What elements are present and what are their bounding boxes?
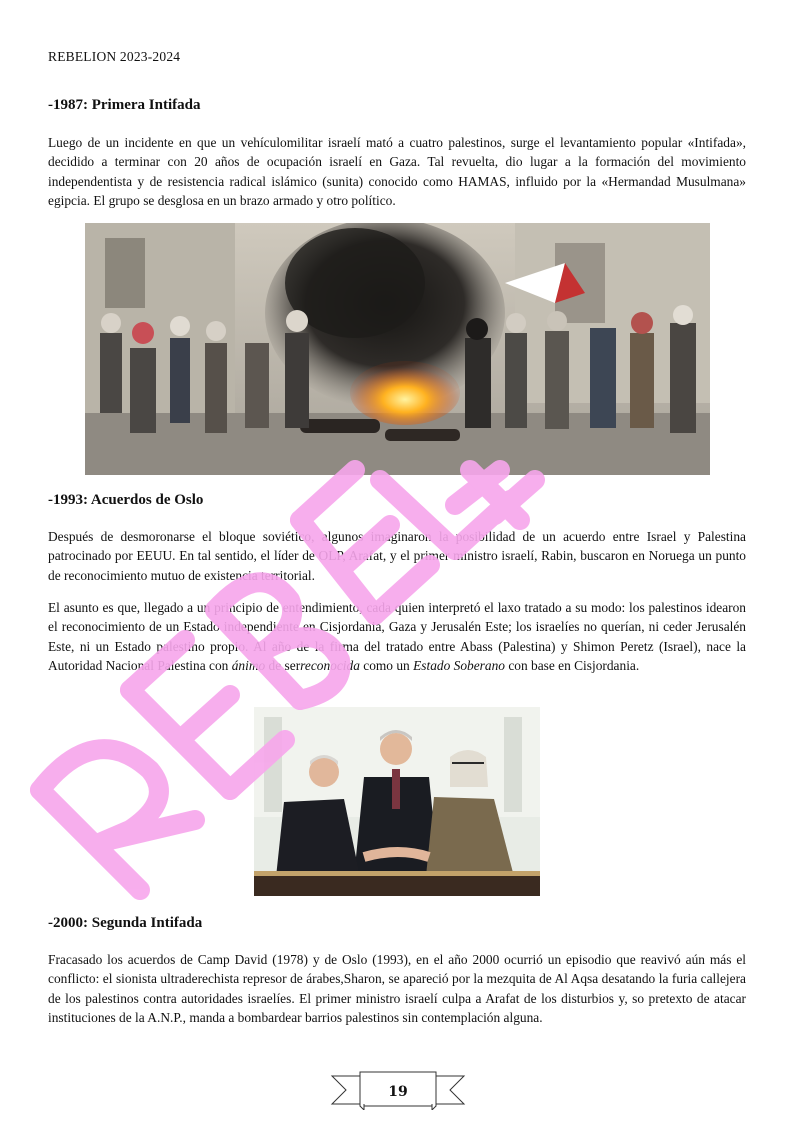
- page-number-banner: [330, 1070, 466, 1110]
- page-number: 19: [388, 1084, 408, 1100]
- photo-intifada-street-riot: [85, 223, 710, 475]
- section-heading-1987: -1987: Primera Intifada: [48, 97, 201, 113]
- section-heading-2000: -2000: Segunda Intifada: [48, 915, 203, 931]
- photo-oslo-handshake: [254, 707, 540, 896]
- running-header: REBELION 2023-2024: [48, 49, 181, 64]
- paragraph-oslo-intro: Después de desmoronarse el bloque soviético, algunos imaginaron la posibilidad de un acuerdo entre Israel y Palestina patrocinado por EEUU. En tal sentido, el líder de OLP, Arafat, y el primer ministro israelí, Rabin, buscaron en Noruega un punto de reconocimiento mutuo de existencia territorial.: [48, 529, 746, 583]
- paragraph-segunda-intifada: Fracasado los acuerdos de Camp David (1978) y de Oslo (1993), en el año 2000 ocurrió un episodio que reavivó aún más el conflicto: el sionista ultraderechista represor de árabes,Sharon, se apareció por la mezquita de Al Aqsa desatando la furia callejera de los palestinos contra autoridades israelíes. El primer ministro israelí culpa a Arafat de los disturbios y, so pretexto de atacar instituciones de la A.N.P., manda a bombardear barrios palestinos sin contemplación alguna.: [48, 952, 746, 1025]
- paragraph-primera-intifada: Luego de un incidente en que un vehículomilitar israelí mató a cuatro palestinos, surge el levantamiento popular «Intifada», decidido a terminar con 20 años de ocupación israelí en Gaza. Tal revuelta, dio lugar a la formación del movimiento independentista y de resistencia radical islámico (sunita) conocido como HAMAS, influido por la «Hermandad Musulmana» egipcia. El grupo se desglosa en un brazo armado y otro político.: [48, 135, 746, 208]
- paragraph-oslo-interpretation: El asunto es que, llegado a un principio de entendimiento, cada quien interpretó el laxo tratado a su modo: los palestinos idearon el reconocimiento de un Estado independiente en Cisjordania, Gaza y Jerusalén Este; los israelíes no querían, ni ceder Jerusalén Este, ni un Estado palestino propio. Al año de la firma del tratado entre Abass (Palestina) y Shimon Peretz (Israel), nace la Autoridad Nacional Palestina con ánimo de serreconocida como un Estado Soberano con base en Cisjordania.: [48, 600, 746, 673]
- section-heading-1993: -1993: Acuerdos de Oslo: [48, 492, 204, 508]
